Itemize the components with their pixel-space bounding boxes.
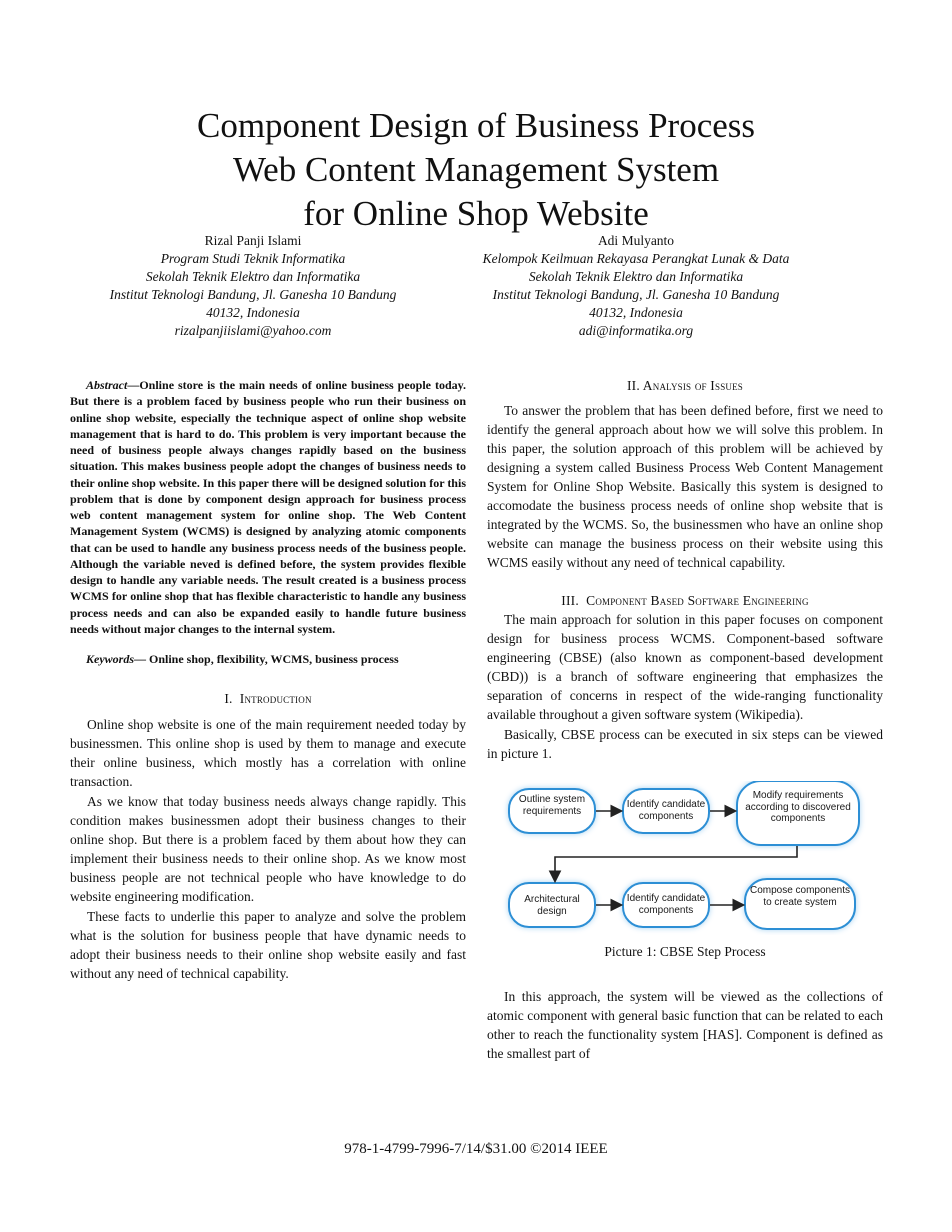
figure-caption: Picture 1: CBSE Step Process [604,944,766,959]
step-label: Architectural design [524,894,580,917]
section-number: II. [626,378,640,393]
keywords-label: Keywords [86,652,134,666]
author-affiliation-line: Kelompok Keilmuan Rekayasa Perangkat Lunak & Data [482,251,790,266]
step-label: Modify requirements according to discovered components [745,790,851,824]
section-title: Introduction [239,691,312,706]
title-line-3: for Online Shop Website [303,194,649,233]
title-line-1: Component Design of Business Process [196,106,756,145]
paragraph: In this approach, the system will be viewed as the collections of atomic component with general basic function that can be related to each other to reach the functionality system [HAS]. Component is defined as the smallest part of [487,989,883,1061]
title-line-2: Web Content Management System [232,150,720,189]
abstract-text: Online store is the main needs of online business people today. But there is a problem faced by business people who run their business on online shop website, especially the technique aspect of online shop website management that is hard to do. This problem is very important because the need of business people always changes rapidly based on the business situation. This makes business people adopt the changes of business needs to their online shop website. In this paper there will be designed solution for this problem that is done by component design approach for business process web content management system for online shop. The Web Content Management System (WCMS) is designed by analyzing atomic components that can be used to handle any business process needs of the business people. Although the variable neved is defined before, the system provides flexible design to handle any variable needs. The result created is a business process WCMS for online shop that has flexible characteristic to handle any business process needs and can also be expanded easily to handle future business needs without major changes to the internal system. [70,378,466,636]
section-number: I. [224,691,233,706]
right-column [487,377,883,1063]
abstract [70,377,466,637]
paragraph: Online shop website is one of the main requirement needed today by businessmen. This online shop is used by them to manage and execute their online business, which mostly has a correlation with online transaction. [70,717,466,789]
section-title: Component Based Software Engineering [586,593,809,608]
author-block-1 [53,232,453,340]
left-column [70,377,466,983]
author-name: Rizal Panji Islami [204,233,302,248]
section-heading-introduction [70,690,466,708]
author-affiliation-line: Institut Teknologi Bandung, Jl. Ganesha 10 Bandung [109,287,397,302]
section-heading-cbse [487,592,883,610]
section-number: III. [561,593,579,608]
cbse-process-diagram [487,781,883,935]
author-affiliation-line: Sekolah Teknik Elektro dan Informatika [145,269,361,284]
paragraph: To answer the problem that has been defined before, first we need to identify the general approach about how we will solve this problem. In this paper, the solution approach of this problem will be achieved by designing a system called Business Process Web Content Management System for Online Shop Website. Basically this system is designed to accomodate the business process needs of online shop website that is integrated by the WCMS. So, the businessmen who have an online shop website can manage the business process on their website using this WCMS easily without any need of technical capability. [487,403,883,570]
step-label: Compose components to create system [749,885,851,908]
paragraph: The main approach for solution in this paper focuses on component design for business process WCMS. Component-based software engineering (CBSE) (also known as component-based development (CBD)) is a branch of software engineering that emphasizes the separation of concerns in respect of the wide-ranging functionality available throughout a given software system (Wikipedia). [487,612,883,722]
section-heading-analysis [487,377,883,395]
abstract-label: Abstract [86,378,128,392]
keywords-text: Online shop, flexibility, WCMS, business process [149,652,399,666]
author-block-2 [436,232,836,340]
keywords-dash: — [134,652,149,666]
step-label: Identify candidate components [626,799,706,822]
author-affiliation-line: 40132, Indonesia [206,305,300,320]
paragraph: These facts to underlie this paper to analyze and solve the problem what is the solution for business people that have dynamic needs to adopt their business needs to their online shop website easily and fast without any need of technical capability. [70,909,466,981]
author-affiliation-line: Sekolah Teknik Elektro dan Informatika [528,269,744,284]
flow-connector [555,846,797,880]
author-name: Adi Mulyanto [597,233,675,248]
author-email: adi@informatika.org [578,323,694,338]
abstract-dash: — [127,378,140,392]
paper-title [0,104,952,236]
paragraph: Basically, CBSE process can be executed in six steps can be viewed in picture 1. [487,727,883,761]
author-email: rizalpanjiislami@yahoo.com [174,323,332,338]
step-label: Identify candidate components [626,893,706,916]
author-affiliation-line: Program Studi Teknik Informatika [160,251,346,266]
section-title: Analysis of Issues [642,378,744,393]
author-affiliation-line: 40132, Indonesia [589,305,683,320]
copyright-footer: 978-1-4799-7996-7/14/$31.00 ©2014 IEEE [344,1141,608,1157]
keywords [70,651,466,667]
paragraph: As we know that today business needs always change rapidly. This condition makes businessmen adopt their business changes to their online shop. But there is a problem faced by them about how they can implement their business needs to their online shop. As we know most business people are not technical people who have knowledge to do website engineering modification. [70,794,466,904]
step-label: Outline system requirements [518,794,586,817]
author-affiliation-line: Institut Teknologi Bandung, Jl. Ganesha 10 Bandung [492,287,780,302]
